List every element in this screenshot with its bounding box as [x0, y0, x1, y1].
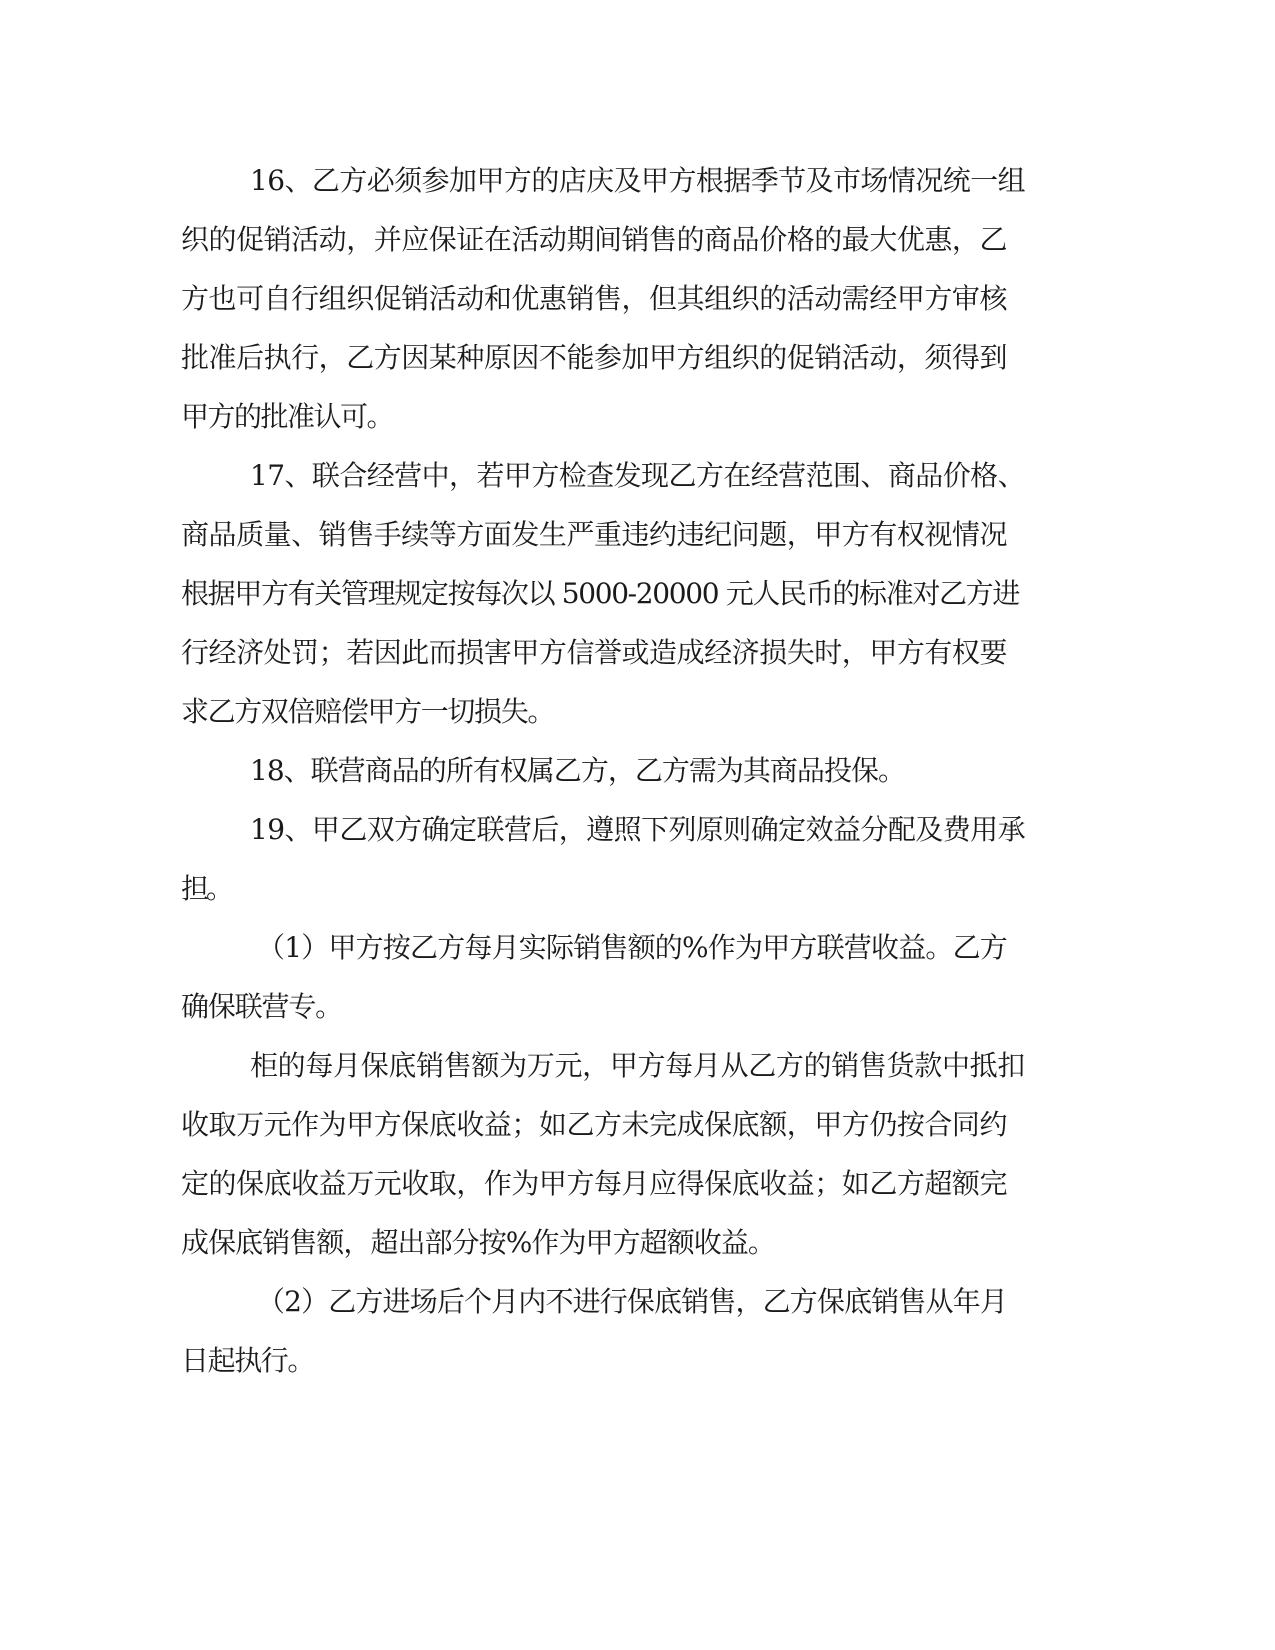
text-line	[0, 220, 1275, 260]
text-line	[0, 928, 1275, 968]
text-line-content: 商品质量、销售手续等方面发生严重违约违纪问题，甲方有权视情况	[181, 518, 1007, 551]
text-line	[0, 456, 1275, 496]
text-line	[0, 633, 1275, 673]
text-line-content: 批准后执行，乙方因某种原因不能参加甲方组织的促销活动，须得到	[181, 341, 1007, 374]
text-line-content: 甲方的批准认可。	[181, 400, 393, 433]
text-line-content: 收取万元作为甲方保底收益；如乙方未完成保底额，甲方仍按合同约	[181, 1108, 1007, 1141]
text-line	[0, 987, 1275, 1027]
text-line-content: 定的保底收益万元收取，作为甲方每月应得保底收益；如乙方超额完	[181, 1167, 1007, 1200]
text-line-content: 19、甲乙双方确定联营后，遵照下列原则确定效益分配及费用承	[250, 813, 1025, 846]
text-line	[0, 1282, 1275, 1322]
text-line	[0, 1341, 1275, 1381]
text-line	[0, 279, 1275, 319]
text-line	[0, 515, 1275, 555]
text-line	[0, 810, 1275, 850]
text-line	[0, 1164, 1275, 1204]
text-line-content: 日起执行。	[181, 1344, 314, 1377]
text-line-content: 16、乙方必须参加甲方的店庆及甲方根据季节及市场情况统一组	[250, 164, 1025, 197]
text-line	[0, 869, 1275, 909]
text-line-content: 成保底销售额，超出部分按%作为甲方超额收益。	[181, 1226, 775, 1259]
text-line	[0, 338, 1275, 378]
text-line-content: 18、联营商品的所有权属乙方，乙方需为其商品投保。	[250, 754, 905, 787]
text-line-content: （1）甲方按乙方每月实际销售额的%作为甲方联营收益。乙方	[257, 931, 1007, 964]
text-line-content: 确保联营专。	[181, 990, 342, 1023]
text-line-content: 根据甲方有关管理规定按每次以 5000-20000 元人民币的标准对乙方进	[181, 577, 1019, 610]
text-line	[0, 574, 1275, 614]
text-line	[0, 1223, 1275, 1263]
text-line	[0, 397, 1275, 437]
text-line-content: 方也可自行组织促销活动和优惠销售，但其组织的活动需经甲方审核	[181, 282, 1007, 315]
text-line-content: 担。	[181, 872, 232, 905]
text-line-content: 行经济处罚；若因此而损害甲方信誉或造成经济损失时，甲方有权要	[181, 636, 1007, 669]
text-line-content: 柜的每月保底销售额为万元，甲方每月从乙方的销售货款中抵扣	[250, 1049, 1025, 1082]
text-line-content: 17、联合经营中，若甲方检查发现乙方在经营范围、商品价格、	[250, 459, 1025, 492]
text-line-content: （2）乙方进场后个月内不进行保底销售，乙方保底销售从年月	[257, 1285, 1007, 1318]
text-line-content: 织的促销活动，并应保证在活动期间销售的商品价格的最大优惠，乙	[181, 223, 1007, 256]
text-line	[0, 692, 1275, 732]
text-line-content: 求乙方双倍赔偿甲方一切损失。	[181, 695, 554, 728]
text-line	[0, 751, 1275, 791]
text-line	[0, 1046, 1275, 1086]
text-line	[0, 1105, 1275, 1145]
text-line	[0, 161, 1275, 201]
